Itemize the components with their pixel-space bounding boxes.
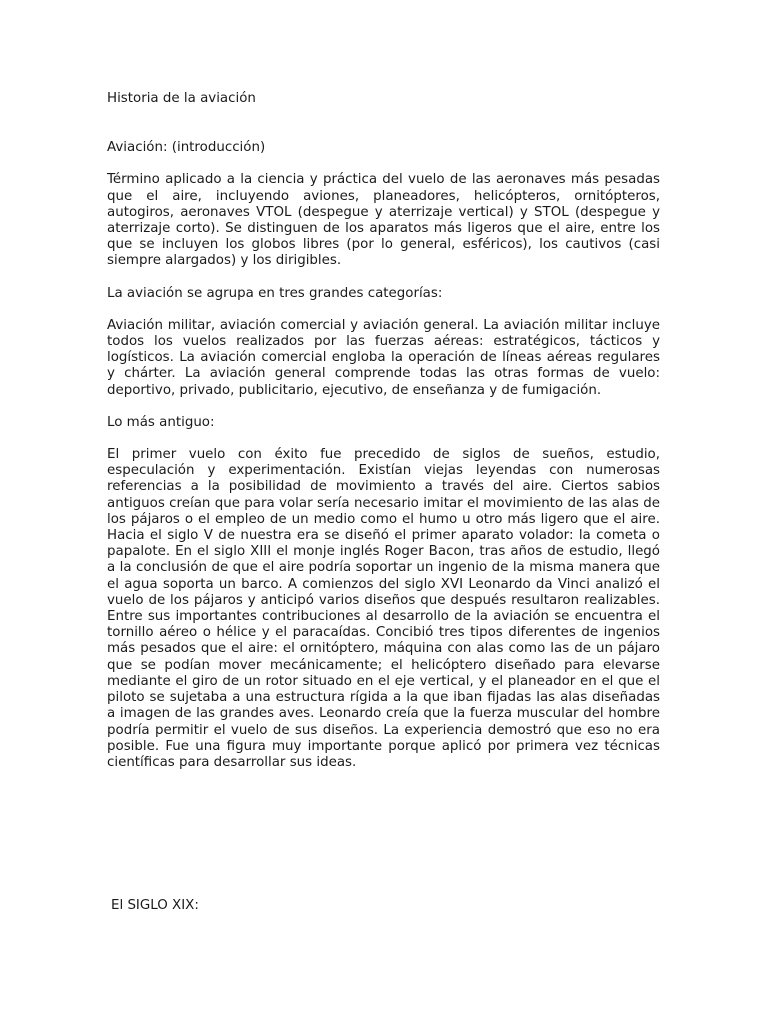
section-body-categorias: Aviación militar, aviación comercial y aviación general. La aviación militar incluye todos los vuelos realizados por las fuerzas aéreas: estratégicos, tácticos y logísticos. La aviación comercial engloba la operación de líneas aéreas regulares y chárter. La aviación general comprende todas las otras formas de vuelo: deportivo, privado, publicitario, ejecutivo, de enseñanza y de fumigación. xyxy=(107,317,660,398)
section-heading-introduccion: Aviación: (introducción) xyxy=(107,140,266,156)
section-body-antiguo: El primer vuelo con éxito fue precedido de siglos de sueños, estudio, especulación y experimentación. Existían viejas leyendas con numerosas referencias a la posibilidad de movimiento a través del aire. Ciertos sabios antiguos creían que para volar sería necesario imitar el movimiento de las alas de los pájaros o el empleo de un medio como el humo u otro más ligero que el aire. Hacia el siglo V de nuestra era se diseñó el primer aparato volador: la cometa o papalote. En el siglo XIII el monje inglés Roger Bacon, tras años de estudio, llegó a la conclusión de que el aire podría soportar un ingenio de la misma manera que el agua soporta un barco. A comienzos del siglo XVI Leonardo da Vinci analizó el vuelo de los pájaros y anticipó varios diseños que después resultaron realizables. Entre sus importantes contribuciones al desarrollo de la aviación se encuentra el tornillo aéreo o hélice y el paracaídas. Concibió tres tipos diferentes de ingenios más pesados que el aire: el ornitóptero, máquina con alas como las de un pájaro que se podían mover mecánicamente; el helicóptero diseñado para elevarse mediante el giro de un rotor situado en el eje vertical, y el planeador en el que el piloto se sujetaba a una estructura rígida a la que iban fijadas las alas diseñadas a imagen de las grandes aves. Leonardo creía que la fuerza muscular del hombre podría permitir el vuelo de sus diseños. La experiencia demostró que eso no era posible. Fue una figura muy importante porque aplicó por primera vez técnicas científicas para desarrollar sus ideas. xyxy=(107,447,660,770)
section-heading-antiguo: Lo más antiguo: xyxy=(107,414,215,430)
section-heading-siglo-xix: El SIGLO XIX: xyxy=(111,898,199,914)
document-title: Historia de la aviación xyxy=(107,91,256,106)
document-page xyxy=(107,91,660,771)
section-body-introduccion: Término aplicado a la ciencia y práctica del vuelo de las aeronaves más pesadas que el aire, incluyendo aviones, planeadores, helicópteros, ornitópteros, autogiros, aeronaves VTOL (despegue y aterrizaje vertical) y STOL (despegue y aterrizaje corto). Se distinguen de los aparatos más ligeros que el aire, entre los que se incluyen los globos libres (por lo general, esféricos), los cautivos (casi siempre alargados) y los dirigibles. xyxy=(107,172,660,269)
section-heading-categorias: La aviación se agrupa en tres grandes categorías: xyxy=(107,285,443,301)
